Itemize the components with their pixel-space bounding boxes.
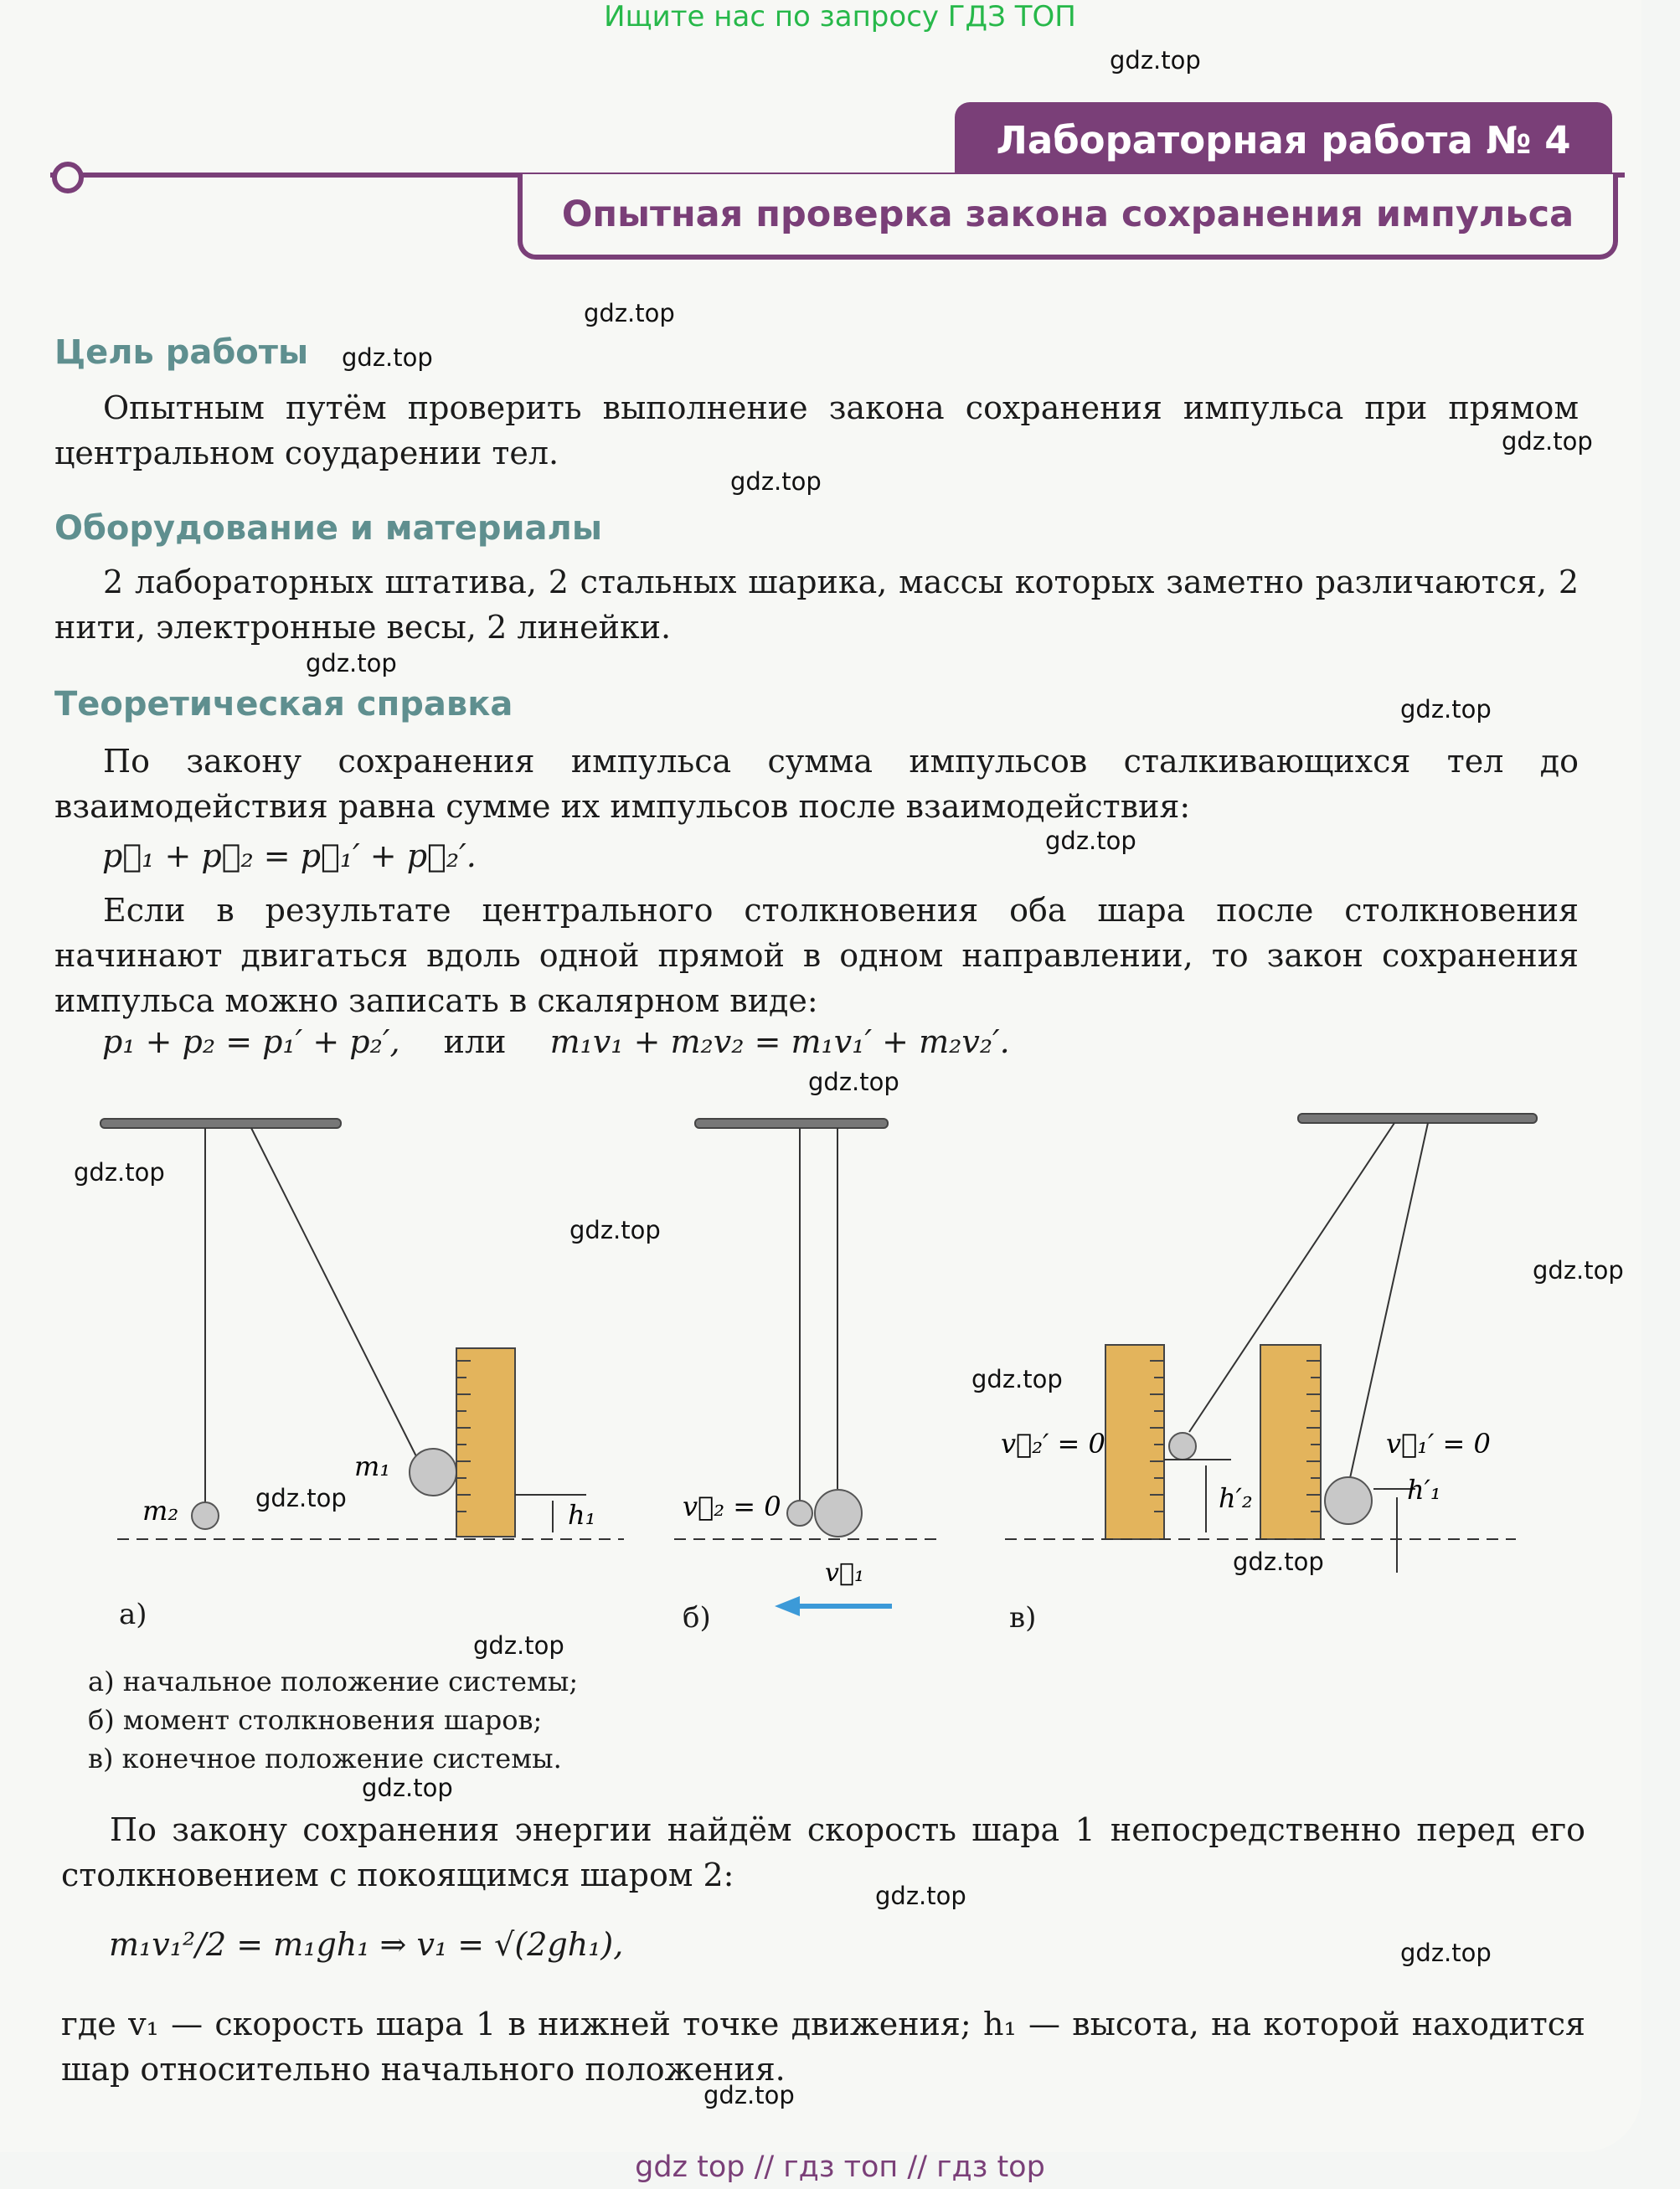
section-heading-theory: Теоретическая справка <box>54 685 513 724</box>
theory-paragraph-2: Если в результате центрального столкновения оба шара после столкновения начинают двигаться вдоль одной прямой в одном направлении, то закон сохранения импульса можно записать в скалярном виде: <box>54 892 1579 1019</box>
watermark: gdz.top <box>74 1158 165 1187</box>
watermark: gdz.top <box>342 343 433 372</box>
section-heading-goal: Цель работы <box>54 333 309 372</box>
support-bar <box>100 1119 341 1128</box>
ruler <box>1260 1345 1321 1539</box>
watermark: gdz.top <box>730 467 822 496</box>
momentum-scalar-formula: p₁ + p₂ = p₁′ + p₂′, или m₁v₁ + m₂v₂ = m₁v₁′ + m₂v₂′. <box>102 1023 1010 1060</box>
goal-text: Опытным путём проверить выполнение закона сохранения импульса при прямом центральном соударении тел. <box>54 389 1579 471</box>
energy-paragraph-2: где v₁ — скорость шара 1 в нижней точке движения; h₁ — высота, на которой находится шар относительно начального положения. <box>61 2006 1585 2088</box>
watermark: gdz.top <box>971 1365 1063 1393</box>
theory-paragraph-1: По закону сохранения импульса сумма импульсов сталкивающихся тел до взаимодействия равна сумме их импульсов после взаимодействия: <box>54 743 1579 825</box>
panel-a-label: а) <box>119 1598 147 1631</box>
watermark: gdz.top <box>1400 695 1492 724</box>
watermark: gdz.top <box>1502 427 1593 456</box>
lab-title: Лабораторная работа № 4 <box>955 102 1612 179</box>
watermark: gdz.top <box>1400 1939 1492 1967</box>
header-circle-ornament <box>52 162 84 193</box>
panel-b-label: б) <box>683 1601 711 1635</box>
panel-c <box>1001 1114 1537 1573</box>
watermark: gdz.top <box>306 649 397 677</box>
watermark: gdz.top <box>1110 46 1201 75</box>
label-h1: h₁ <box>568 1499 596 1531</box>
ball-m2 <box>192 1502 219 1529</box>
watermark: gdz.top <box>569 1216 661 1244</box>
footer-links[interactable]: gdz top // гдз топ // гдз top <box>635 2150 1045 2184</box>
ball-m1 <box>410 1449 456 1496</box>
watermark: gdz.top <box>808 1068 899 1096</box>
label-m1: m₁ <box>354 1450 391 1482</box>
thread <box>251 1128 419 1461</box>
energy-paragraph-1: По закону сохранения энергии найдём скорость шара 1 непосредственно перед его столкновением с покоящимся шаром 2: <box>61 1811 1585 1893</box>
lab-subtitle: Опытная проверка закона сохранения импульса <box>518 174 1618 260</box>
watermark: gdz.top <box>362 1774 453 1802</box>
watermark: gdz.top <box>1233 1548 1324 1576</box>
watermark: gdz.top <box>1533 1256 1624 1285</box>
figure-caption-a: а) начальное положение системы; <box>88 1666 579 1697</box>
label-v1p-zero: v⃗₁′ = 0 <box>1386 1428 1491 1460</box>
ball-m2 <box>787 1501 812 1526</box>
panel-a <box>100 1119 624 1539</box>
watermark: gdz.top <box>875 1882 966 1910</box>
watermark: gdz.top <box>703 2081 795 2109</box>
section-heading-equipment: Оборудование и материалы <box>54 509 603 548</box>
label-m2: m₂ <box>142 1495 179 1527</box>
promo-link[interactable]: Ищите нас по запросу ГДЗ ТОП <box>604 0 1076 33</box>
thread <box>1350 1123 1428 1478</box>
equipment-text: 2 лабораторных штатива, 2 стальных шарика, массы которых заметно различаются, 2 нити, электронные весы, 2 линейки. <box>54 564 1579 646</box>
watermark: gdz.top <box>473 1631 564 1660</box>
energy-formula: m₁v₁²/2 = m₁gh₁ ⇒ v₁ = √(2gh₁), <box>109 1926 624 1963</box>
figure-caption-c: в) конечное положение системы. <box>88 1743 562 1774</box>
ruler <box>456 1348 515 1537</box>
figure-caption-b: б) момент столкновения шаров; <box>88 1704 543 1736</box>
label-h1p: h′₁ <box>1407 1474 1441 1506</box>
support-bar <box>1298 1114 1537 1123</box>
watermark: gdz.top <box>584 299 675 327</box>
ball-m1 <box>815 1490 862 1537</box>
label-v2-zero: v⃗₂ = 0 <box>683 1491 781 1522</box>
watermark: gdz.top <box>255 1484 347 1512</box>
pendulum-figure <box>0 1089 1680 1641</box>
watermark: gdz.top <box>1045 827 1136 855</box>
label-v2p-zero: v⃗₂′ = 0 <box>1001 1428 1105 1460</box>
panel-b <box>674 1119 938 1616</box>
ball-m2 <box>1169 1433 1196 1460</box>
support-bar <box>695 1119 888 1128</box>
ball-m1 <box>1325 1477 1372 1524</box>
label-v1: v⃗₁ <box>825 1558 864 1588</box>
momentum-vector-formula: p⃗₁ + p⃗₂ = p⃗₁′ + p⃗₂′. <box>102 837 477 874</box>
ruler <box>1105 1345 1164 1539</box>
label-h2p: h′₂ <box>1219 1482 1253 1514</box>
velocity-arrowhead <box>775 1596 800 1616</box>
panel-c-label: в) <box>1009 1601 1037 1635</box>
